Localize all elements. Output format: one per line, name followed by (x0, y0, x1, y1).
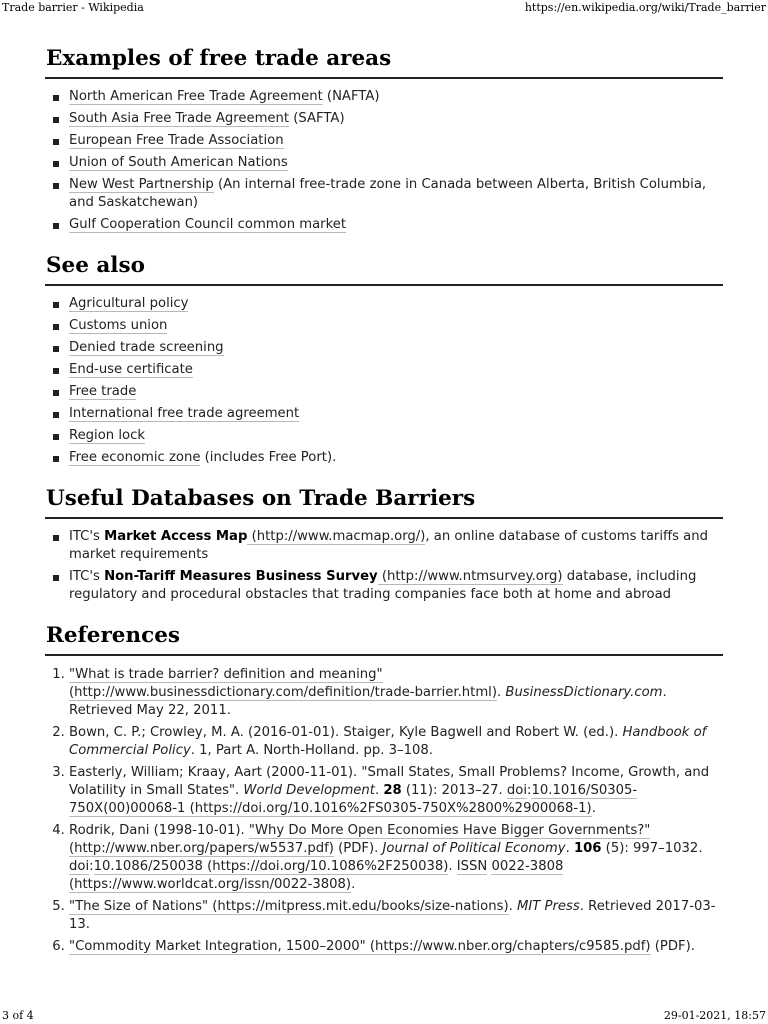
link-efta[interactable]: European Free Trade Association (69, 133, 284, 148)
link-safta[interactable]: South Asia Free Trade Agreement (69, 111, 290, 126)
list-item (69, 361, 723, 379)
databases-list (45, 528, 723, 604)
heading-see-also: See also (45, 251, 723, 286)
heading-examples: Examples of free trade areas (45, 44, 723, 79)
list-item: ITC's Non-Tariff Measures Business Survey (http://www.ntmsurvey.org) database, including regulatory and procedural obstacles that trading companies face both at home and abroad (69, 568, 723, 604)
list-item (69, 427, 723, 445)
link-denied-trade-screening[interactable]: Denied trade screening (69, 340, 224, 355)
list-item: Free economic zone (includes Free Port). (69, 449, 723, 467)
reference-item: 3. Easterly, William; Kraay, Aart (2000-11-01). "Small States, Small Problems? Income, Growth, and Volatility in Small States". World Development. 28 (11): 2013–27. doi:10.1016/S0305-750X(00)00068-1 (https://doi.org/10.1016%2FS0305-750X%2800%2900068-1). (69, 764, 723, 818)
list-item (69, 295, 723, 313)
print-footer-timestamp: 29-01-2021, 18:57 (663, 1009, 766, 1022)
list-item (69, 405, 723, 423)
heading-databases: Useful Databases on Trade Barriers (45, 484, 723, 519)
examples-list (45, 88, 723, 234)
link-nber-rodrik[interactable]: "Why Do More Open Economies Have Bigger Governments?" (http://www.nber.org/papers/w5537.pdf) (69, 823, 651, 856)
link-region-lock[interactable]: Region lock (69, 428, 145, 443)
article-content (45, 44, 723, 960)
link-free-trade[interactable]: Free trade (69, 384, 137, 399)
link-free-economic-zone[interactable]: Free economic zone (69, 450, 201, 465)
reference-item: 1. "What is trade barrier? definition and meaning" (http://www.businessdictionary.com/definition/trade-barrier.html). BusinessDictionary.com. Retrieved May 22, 2011. (69, 666, 723, 720)
list-item: New West Partnership (An internal free-trade zone in Canada between Alberta, British Columbia, and Saskatchewan) (69, 176, 723, 212)
list-item: North American Free Trade Agreement (NAFTA) (69, 88, 723, 106)
see-also-list (45, 295, 723, 467)
link-agricultural-policy[interactable]: Agricultural policy (69, 296, 189, 311)
list-item: ITC's Market Access Map (http://www.macmap.org/), an online database of customs tariffs and market requirements (69, 528, 723, 564)
list-item (69, 317, 723, 335)
list-item (69, 154, 723, 172)
reference-item: 2. Bown, C. P.; Crowley, M. A. (2016-01-01). Staiger, Kyle Bagwell and Robert W. (ed.). Handbook of Commercial Policy. 1, Part A. North-Holland. pp. 3–108. (69, 724, 723, 760)
link-nber-commodity[interactable]: "Commodity Market Integration, 1500–2000" (https://www.nber.org/chapters/c9585.pdf) (69, 939, 651, 954)
link-issn-worldcat[interactable]: 0022-3808 (https://www.worldcat.org/issn/0022-3808) (69, 859, 564, 892)
link-businessdictionary[interactable]: "What is trade barrier? definition and meaning" (http://www.businessdictionary.com/definition/trade-barrier.html) (69, 667, 497, 700)
link-macmap[interactable]: (http://www.macmap.org/) (247, 529, 426, 544)
link-ntmsurvey[interactable]: (http://www.ntmsurvey.org) (377, 569, 563, 584)
print-header-title: Trade barrier - Wikipedia (2, 1, 144, 14)
link-end-use-certificate[interactable]: End-use certificate (69, 362, 193, 377)
reference-item: 6. "Commodity Market Integration, 1500–2000" (https://www.nber.org/chapters/c9585.pdf) (PDF). (69, 938, 723, 956)
link-nafta[interactable]: North American Free Trade Agreement (69, 89, 323, 104)
link-unasur[interactable]: Union of South American Nations (69, 155, 288, 170)
list-item (69, 132, 723, 150)
list-item: South Asia Free Trade Agreement (SAFTA) (69, 110, 723, 128)
references-list (45, 666, 723, 956)
reference-item: 5. "The Size of Nations" (https://mitpress.mit.edu/books/size-nations). MIT Press. Retrieved 2017-03-13. (69, 898, 723, 934)
reference-item: 4. Rodrik, Dani (1998-10-01). "Why Do More Open Economies Have Bigger Governments?" (http://www.nber.org/papers/w5537.pdf) (PDF). Journal of Political Economy. 106 (5): 997–1032. doi:10.1086/250038 (https://doi.org/10.1086%2F250038). ISSN 0022-3808 (https://www.worldcat.org/issn/0022-3808). (69, 822, 723, 894)
link-doi-label[interactable]: doi (69, 859, 90, 874)
print-footer-page: 3 of 4 (2, 1009, 34, 1022)
link-mitpress[interactable]: "The Size of Nations" (https://mitpress.mit.edu/books/size-nations) (69, 899, 509, 914)
heading-references: References (45, 621, 723, 656)
ntm-survey-name: Non-Tariff Measures Business Survey (104, 569, 378, 584)
link-new-west-partnership[interactable]: New West Partnership (69, 177, 214, 192)
list-item (69, 216, 723, 234)
link-customs-union[interactable]: Customs union (69, 318, 168, 333)
link-doi-easterly[interactable]: 10.1016/S0305-750X(00)00068-1 (https://doi.org/10.1016%2FS0305-750X%2800%2900068-1) (69, 783, 638, 816)
link-doi-label[interactable]: doi (506, 783, 528, 798)
list-item (69, 339, 723, 357)
market-access-map-name: Market Access Map (104, 529, 248, 544)
link-gcc-market[interactable]: Gulf Cooperation Council common market (69, 217, 347, 232)
link-issn-label[interactable]: ISSN (456, 859, 488, 874)
list-item (69, 383, 723, 401)
print-header-url: https://en.wikipedia.org/wiki/Trade_barrier (524, 1, 766, 14)
link-international-fta[interactable]: International free trade agreement (69, 406, 300, 421)
link-doi-rodrik[interactable]: 10.1086/250038 (https://doi.org/10.1086%2F250038) (93, 859, 449, 874)
